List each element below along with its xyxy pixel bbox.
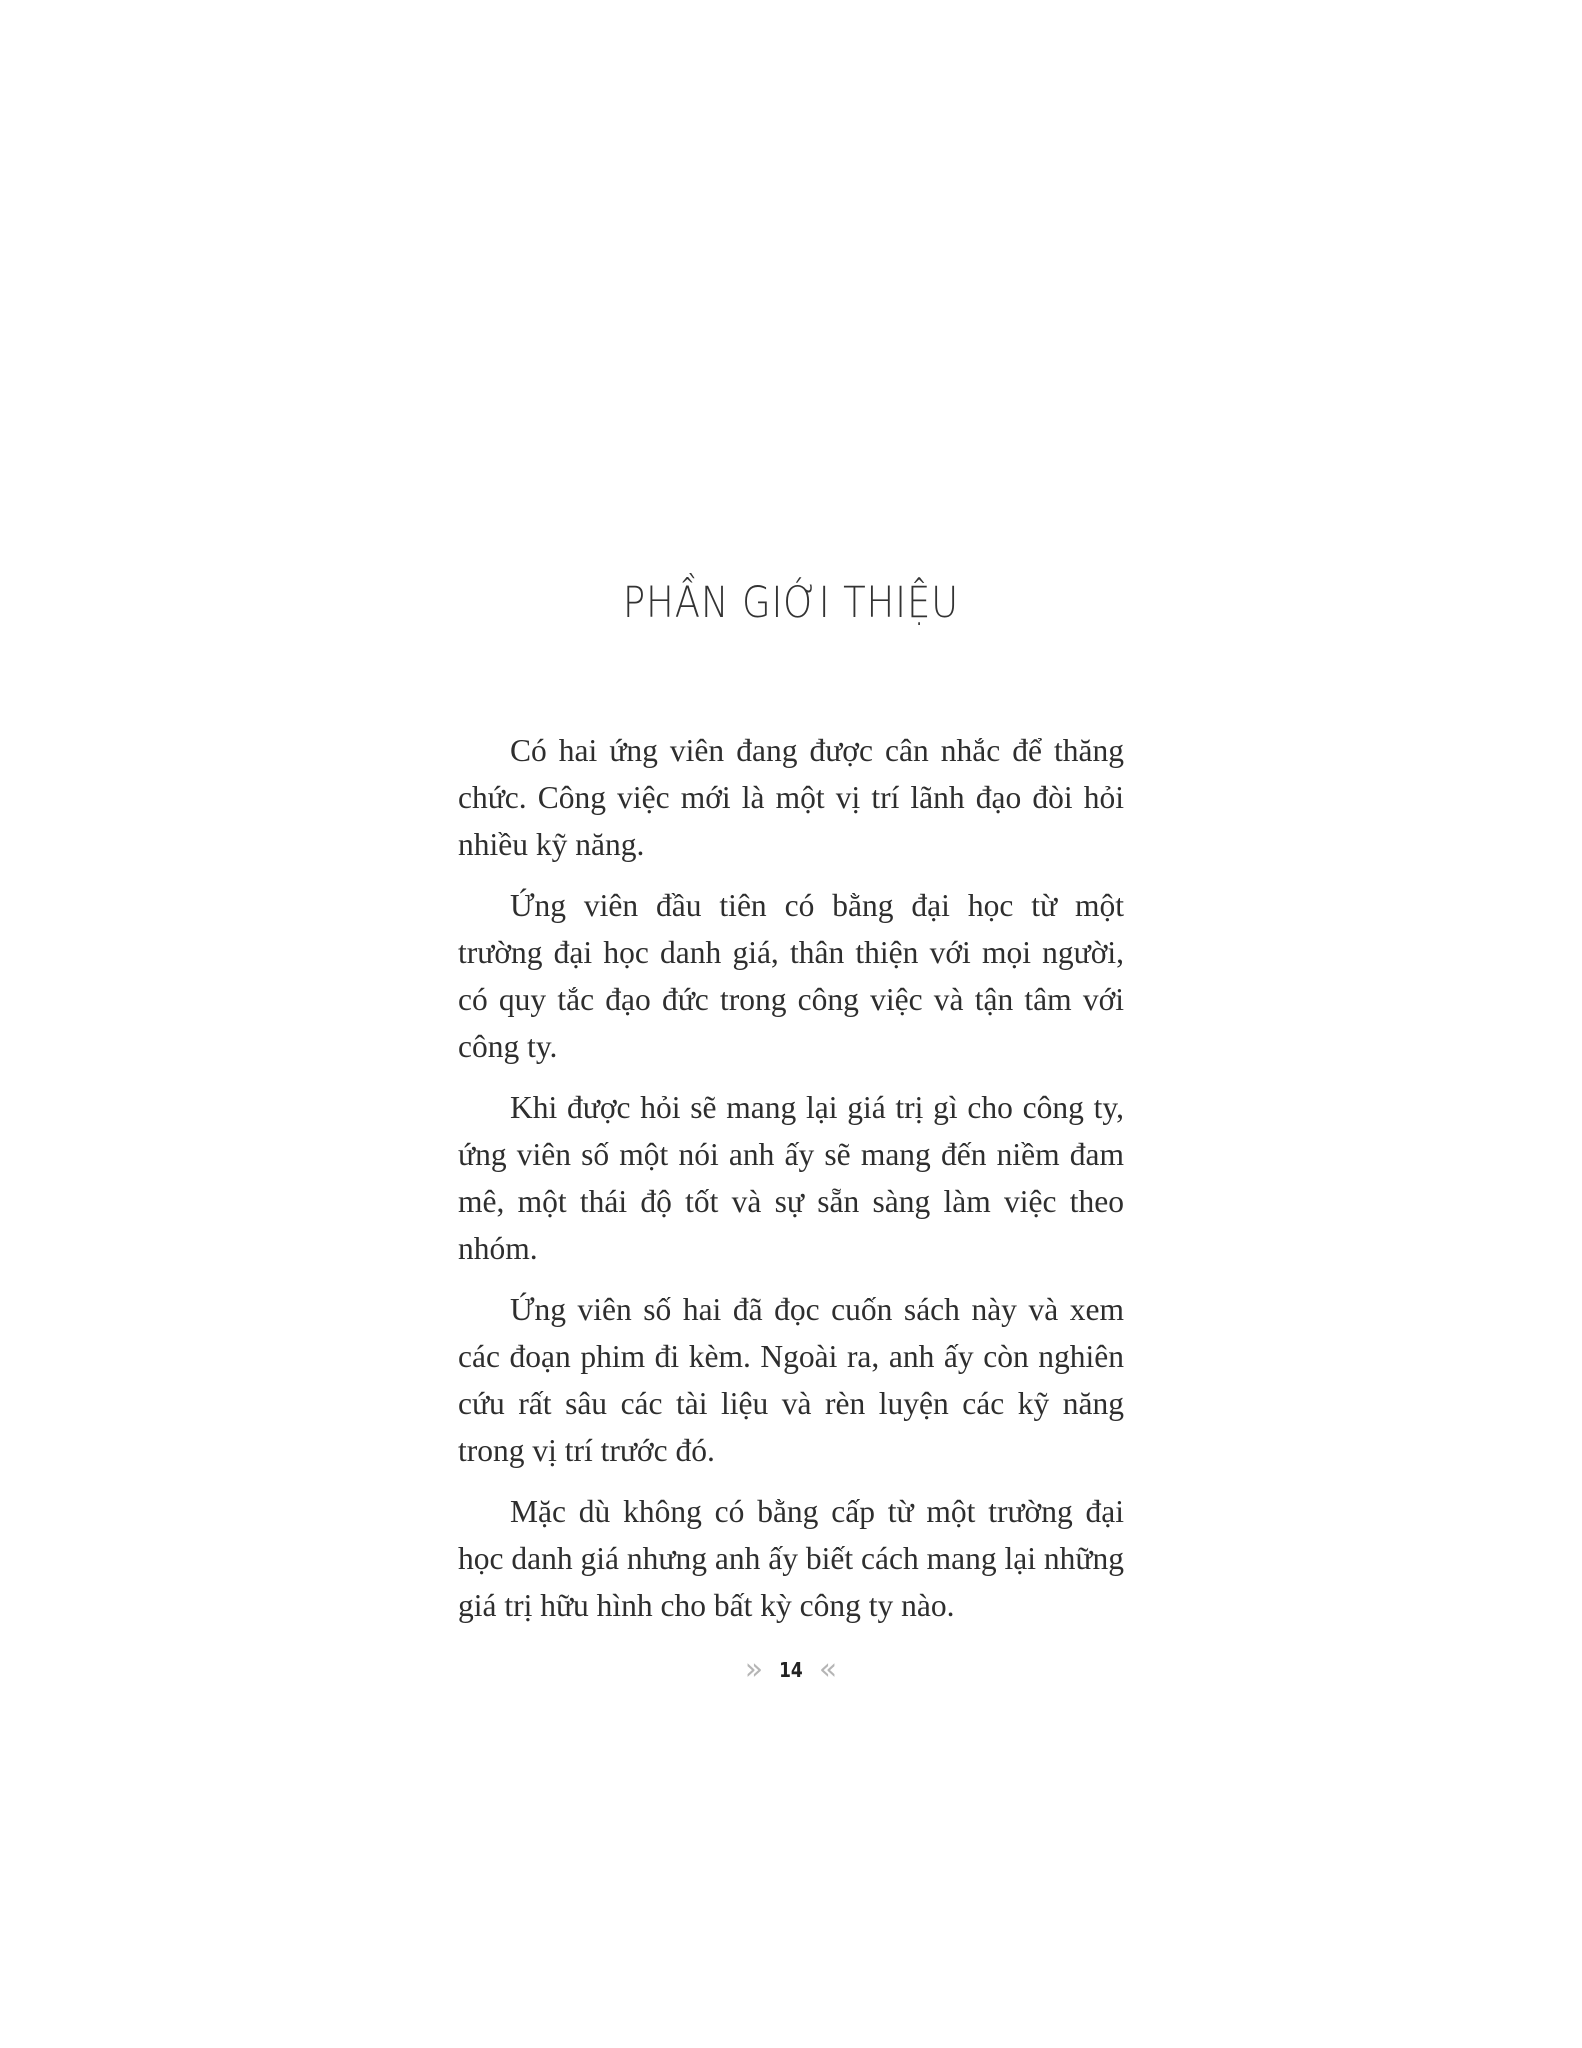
page-number: 14: [779, 1658, 803, 1682]
paragraph: Ứng viên đầu tiên có bằng đại học từ một trường đại học danh giá, thân thiện với mọi người, có quy tắc đạo đức trong công việc và tận tâm với công ty.: [458, 888, 1124, 1064]
paragraph: Khi được hỏi sẽ mang lại giá trị gì cho công ty, ứng viên số một nói anh ấy sẽ mang đến niềm đam mê, một thái độ tốt và sự sẵn sàng làm việc theo nhóm.: [458, 1090, 1124, 1266]
paragraph: Có hai ứng viên đang được cân nhắc để thăng chức. Công việc mới là một vị trí lãnh đạo đòi hỏi nhiều kỹ năng.: [458, 733, 1124, 862]
body-text: [458, 727, 1124, 1643]
paragraph: Mặc dù không có bằng cấp từ một trường đại học danh giá nhưng anh ấy biết cách mang lại những giá trị hữu hình cho bất kỳ công ty nào.: [458, 1494, 1124, 1623]
left-double-angle-icon: «: [818, 1652, 838, 1687]
chapter-title: PHẦN GIỚI THIỆU: [622, 578, 960, 628]
paragraph: Ứng viên số hai đã đọc cuốn sách này và xem các đoạn phim đi kèm. Ngoài ra, anh ấy còn nghiên cứu rất sâu các tài liệu và rèn luyện các kỹ năng trong vị trí trước đó.: [458, 1292, 1124, 1468]
page-number-footer: [0, 1652, 1582, 1687]
right-double-angle-icon: »: [744, 1652, 764, 1687]
